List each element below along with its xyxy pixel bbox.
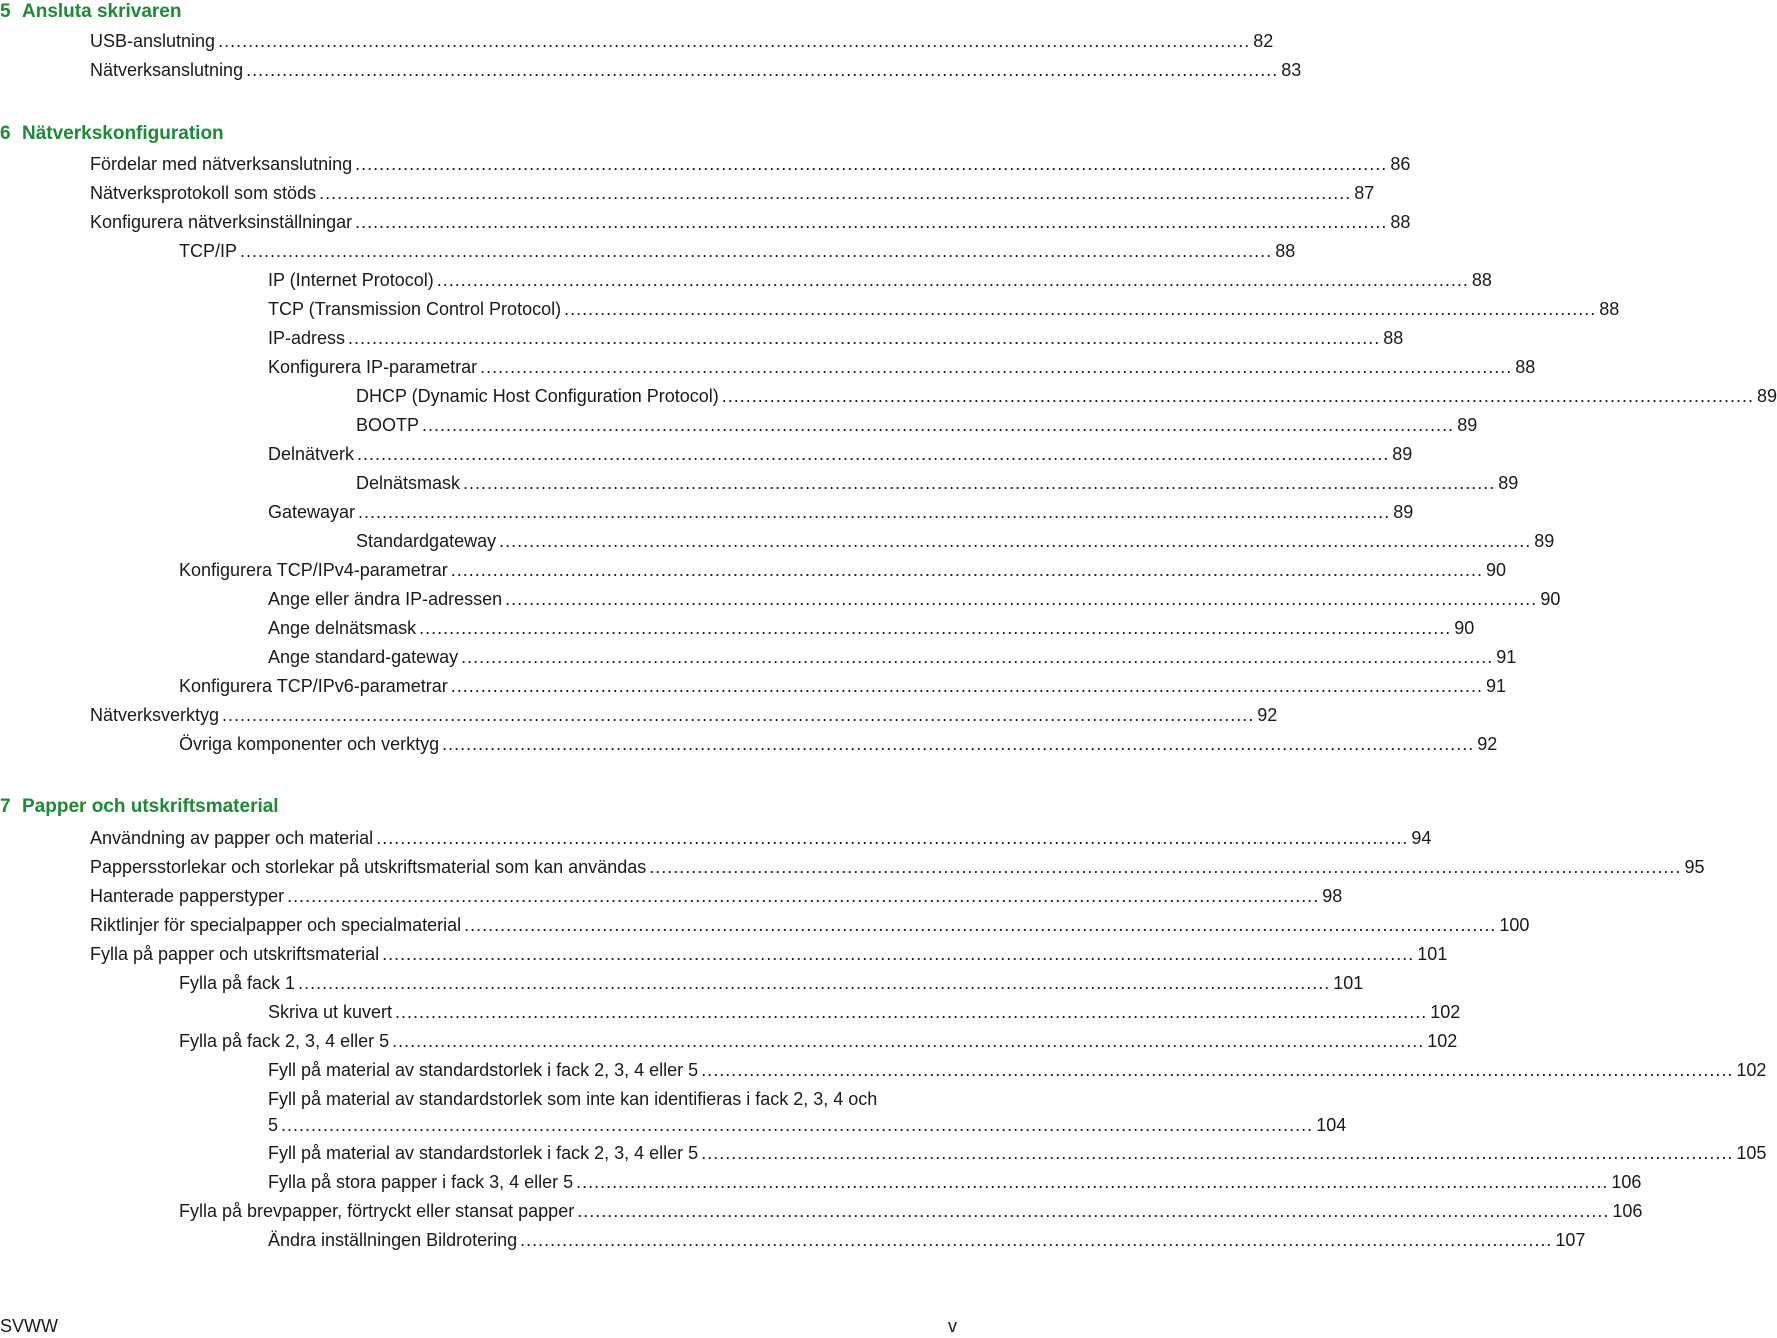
toc-entry-page: 102 — [1736, 1060, 1767, 1080]
toc-entry-title: Användning av papper och material — [90, 828, 374, 848]
toc-leader: ............................................................................................................................................................................ — [357, 444, 1390, 464]
toc-entry[interactable] — [268, 616, 1475, 640]
toc-entry-page: 101 — [1417, 944, 1448, 964]
toc-entry-title: Fördelar med nätverksanslutning — [90, 154, 353, 174]
toc-leader: ............................................................................................................................................................................ — [649, 857, 1682, 877]
toc-entry-title: Ange standard-gateway — [268, 647, 459, 667]
toc-entry-title: Standardgateway — [356, 531, 497, 551]
toc-leader: ............................................................................................................................................................................ — [499, 531, 1532, 551]
toc-entry-page: 90 — [1454, 618, 1475, 638]
toc-entry-title: Fylla på papper och utskriftsmaterial — [90, 944, 380, 964]
toc-entry[interactable] — [268, 645, 1517, 669]
toc-entry-page: 100 — [1499, 915, 1530, 935]
toc-entry-title: Nätverksverktyg — [90, 705, 220, 725]
toc-leader: ............................................................................................................................................................................ — [576, 1172, 1609, 1192]
toc-leader: ............................................................................................................................................................................ — [355, 212, 1388, 232]
toc-entry-page: 88 — [1515, 357, 1536, 377]
toc-entry[interactable] — [268, 1141, 1767, 1165]
toc-entry-title: Konfigurera TCP/IPv6-parametrar — [179, 676, 448, 696]
toc-entry-title: TCP (Transmission Control Protocol) — [268, 299, 562, 319]
chapter-number: 6 — [0, 123, 11, 144]
toc-leader: ............................................................................................................................................................................ — [463, 473, 1496, 493]
toc-entry-title: Hanterade papperstyper — [90, 886, 285, 906]
toc-entry-page: 89 — [1498, 473, 1519, 493]
toc-leader: ............................................................................................................................................................................ — [348, 328, 1381, 348]
toc-entry[interactable] — [268, 297, 1620, 321]
toc-entry[interactable] — [268, 326, 1404, 350]
toc-leader: ............................................................................................................................................................................ — [564, 299, 1597, 319]
toc-entry-page: 89 — [1392, 444, 1413, 464]
toc-entry-title: Övriga komponenter och verktyg — [179, 734, 440, 754]
toc-entry-page: 88 — [1599, 299, 1620, 319]
toc-entry[interactable] — [356, 384, 1777, 408]
chapter-heading — [0, 795, 960, 819]
toc-entry-title: Fyll på material av standardstorlek i fack 2, 3, 4 eller 5 — [268, 1060, 699, 1080]
toc-entry-line2 — [268, 1112, 1347, 1138]
toc-entry[interactable] — [90, 58, 1302, 82]
toc-entry[interactable] — [179, 558, 1506, 582]
toc-entry[interactable] — [179, 1199, 1643, 1223]
toc-leader: ............................................................................................................................................................................ — [281, 1115, 1314, 1135]
chapter-heading — [0, 0, 960, 24]
toc-entry[interactable] — [356, 529, 1555, 553]
toc-entry-page: 90 — [1540, 589, 1561, 609]
toc-leader: ............................................................................................................................................................................ — [392, 1031, 1425, 1051]
toc-entry-page: 92 — [1477, 734, 1498, 754]
toc-leader: ............................................................................................................................................................................ — [298, 973, 1331, 993]
toc-entry-page: 107 — [1555, 1230, 1586, 1250]
toc-leader: ............................................................................................................................................................................ — [376, 828, 1409, 848]
toc-entry[interactable] — [268, 1228, 1586, 1252]
footer-page-number: v — [948, 1316, 957, 1336]
toc-leader: ............................................................................................................................................................................ — [436, 270, 1469, 290]
page-footer — [0, 1314, 960, 1338]
toc-leader: ............................................................................................................................................................................ — [480, 357, 1513, 377]
toc-entry-title: IP (Internet Protocol) — [268, 270, 434, 290]
toc-entry-page: 92 — [1257, 705, 1278, 725]
toc-leader: ............................................................................................................................................................................ — [355, 154, 1388, 174]
toc-entry-title: Konfigurera TCP/IPv4-parametrar — [179, 560, 448, 580]
toc-entry-title: Konfigurera nätverksinställningar — [90, 212, 353, 232]
toc-entry-page: 89 — [1756, 386, 1777, 406]
toc-entry-title: Gatewayar — [268, 502, 356, 522]
chapter-heading — [0, 122, 960, 146]
toc-leader: ............................................................................................................................................................................ — [701, 1060, 1734, 1080]
toc-entry-title: Ange delnätsmask — [268, 618, 417, 638]
footer-document-id: SVWW — [0, 1316, 58, 1336]
toc-entry-page: 88 — [1390, 212, 1411, 232]
toc-entry-page: 101 — [1333, 973, 1364, 993]
toc-entry-page: 90 — [1485, 560, 1506, 580]
chapter-title: Nätverkskonfiguration — [22, 123, 224, 144]
toc-entry-title-line2: 5 — [268, 1115, 279, 1135]
toc-entry-title: Fylla på fack 2, 3, 4 eller 5 — [179, 1031, 390, 1051]
toc-entry-title: Fylla på fack 1 — [179, 973, 296, 993]
toc-leader: ............................................................................................................................................................................ — [222, 705, 1255, 725]
toc-entry[interactable] — [268, 587, 1561, 611]
toc-entry[interactable] — [268, 268, 1492, 292]
toc-entry-title: Fylla på stora papper i fack 3, 4 eller 5 — [268, 1172, 574, 1192]
toc-entry[interactable] — [90, 181, 1375, 205]
toc-entry[interactable] — [90, 703, 1278, 727]
toc-leader: ............................................................................................................................................................................ — [240, 241, 1273, 261]
toc-leader: ............................................................................................................................................................................ — [701, 1143, 1734, 1163]
toc-entry-page: 106 — [1612, 1201, 1643, 1221]
toc-entry[interactable] — [179, 732, 1498, 756]
toc-entry-title: Riktlinjer för specialpapper och specialmaterial — [90, 915, 462, 935]
toc-entry-page: 102 — [1427, 1031, 1458, 1051]
toc-leader: ............................................................................................................................................................................ — [246, 60, 1279, 80]
toc-entry[interactable] — [179, 239, 1296, 263]
toc-entry[interactable] — [90, 826, 1432, 850]
toc-entry-title: Skriva ut kuvert — [268, 1002, 393, 1022]
toc-leader: ............................................................................................................................................................................ — [577, 1201, 1610, 1221]
toc-entry[interactable] — [356, 413, 1478, 437]
toc-entry-title: Nätverksanslutning — [90, 60, 244, 80]
toc-leader: ............................................................................................................................................................................ — [721, 386, 1754, 406]
toc-entry[interactable] — [179, 971, 1364, 995]
toc-entry-page: 102 — [1430, 1002, 1461, 1022]
toc-entry-page: 88 — [1383, 328, 1404, 348]
toc-entry-page: 91 — [1485, 676, 1506, 696]
toc-entry-title: Ändra inställningen Bildrotering — [268, 1230, 518, 1250]
toc-leader: ............................................................................................................................................................................ — [319, 183, 1352, 203]
toc-entry[interactable] — [90, 855, 1705, 879]
toc-entry[interactable] — [179, 674, 1506, 698]
toc-leader: ............................................................................................................................................................................ — [419, 618, 1452, 638]
toc-entry-title: Fyll på material av standardstorlek i fack 2, 3, 4 eller 5 — [268, 1143, 699, 1163]
toc-entry-page: 82 — [1253, 31, 1274, 51]
toc-leader: ............................................................................................................................................................................ — [464, 915, 1497, 935]
toc-entry-title: Nätverksprotokoll som stöds — [90, 183, 317, 203]
toc-entry-title: Konfigurera IP-parametrar — [268, 357, 478, 377]
toc-entry-page: 89 — [1457, 415, 1478, 435]
toc-leader: ............................................................................................................................................................................ — [358, 502, 1391, 522]
toc-entry-page: 104 — [1316, 1115, 1347, 1135]
toc-entry-page: 95 — [1684, 857, 1705, 877]
toc-entry-page: 91 — [1496, 647, 1517, 667]
toc-entry-page: 88 — [1471, 270, 1492, 290]
toc-entry-page: 105 — [1736, 1143, 1767, 1163]
toc-entry-page: 106 — [1611, 1172, 1642, 1192]
toc-entry-page: 83 — [1281, 60, 1302, 80]
toc-leader: ............................................................................................................................................................................ — [382, 944, 1415, 964]
toc-entry[interactable] — [90, 152, 1411, 176]
toc-entry[interactable] — [90, 210, 1411, 234]
toc-entry[interactable] — [90, 942, 1448, 966]
toc-entry-title: Delnätsmask — [356, 473, 461, 493]
toc-leader: ............................................................................................................................................................................ — [505, 589, 1538, 609]
toc-entry-title: Fylla på brevpapper, förtryckt eller stansat papper — [179, 1201, 575, 1221]
toc-leader: ............................................................................................................................................................................ — [450, 560, 1483, 580]
toc-entry[interactable] — [268, 500, 1414, 524]
toc-entry-title: Ange eller ändra IP-adressen — [268, 589, 503, 609]
toc-entry-title-line1: Fyll på material av standardstorlek som inte kan identifieras i fack 2, 3, 4 och — [268, 1089, 878, 1109]
toc-entry[interactable] — [268, 355, 1536, 379]
toc-entry-page: 94 — [1411, 828, 1432, 848]
toc-entry[interactable] — [268, 1086, 1347, 1138]
toc-entry-title: USB-anslutning — [90, 31, 216, 51]
toc-leader: ............................................................................................................................................................................ — [395, 1002, 1428, 1022]
toc-entry-page: 98 — [1322, 886, 1343, 906]
toc-leader: ............................................................................................................................................................................ — [450, 676, 1483, 696]
chapter-title: Papper och utskriftsmaterial — [22, 796, 279, 817]
chapter-number: 7 — [0, 796, 11, 817]
toc-entry-title: Pappersstorlekar och storlekar på utskriftsmaterial som kan användas — [90, 857, 647, 877]
toc-entry[interactable] — [356, 471, 1519, 495]
toc-entry[interactable] — [90, 29, 1274, 53]
toc-entry-title: TCP/IP — [179, 241, 238, 261]
toc-leader: ............................................................................................................................................................................ — [422, 415, 1455, 435]
toc-entry[interactable] — [268, 1058, 1767, 1082]
chapter-title: Ansluta skrivaren — [22, 1, 182, 22]
chapter-number: 5 — [0, 1, 11, 22]
toc-leader: ............................................................................................................................................................................ — [287, 886, 1320, 906]
toc-entry-page: 86 — [1390, 154, 1411, 174]
toc-entry[interactable] — [268, 1170, 1642, 1194]
toc-leader: ............................................................................................................................................................................ — [461, 647, 1494, 667]
toc-entry[interactable] — [179, 1029, 1458, 1053]
toc-entry-page: 89 — [1534, 531, 1555, 551]
toc-entry-title: DHCP (Dynamic Host Configuration Protocol) — [356, 386, 719, 406]
toc-leader: ............................................................................................................................................................................ — [218, 31, 1251, 51]
toc-entry-title: IP-adress — [268, 328, 346, 348]
toc-entry-title: Delnätverk — [268, 444, 355, 464]
toc-entry[interactable] — [90, 884, 1343, 908]
toc-entry-page: 88 — [1275, 241, 1296, 261]
toc-entry-page: 89 — [1393, 502, 1414, 522]
toc-entry[interactable] — [268, 442, 1413, 466]
toc-entry-page: 87 — [1354, 183, 1375, 203]
toc-leader: ............................................................................................................................................................................ — [520, 1230, 1553, 1250]
toc-entry[interactable] — [268, 1000, 1461, 1024]
toc-leader: ............................................................................................................................................................................ — [442, 734, 1475, 754]
toc-entry[interactable] — [90, 913, 1530, 937]
toc-entry-title: BOOTP — [356, 415, 420, 435]
